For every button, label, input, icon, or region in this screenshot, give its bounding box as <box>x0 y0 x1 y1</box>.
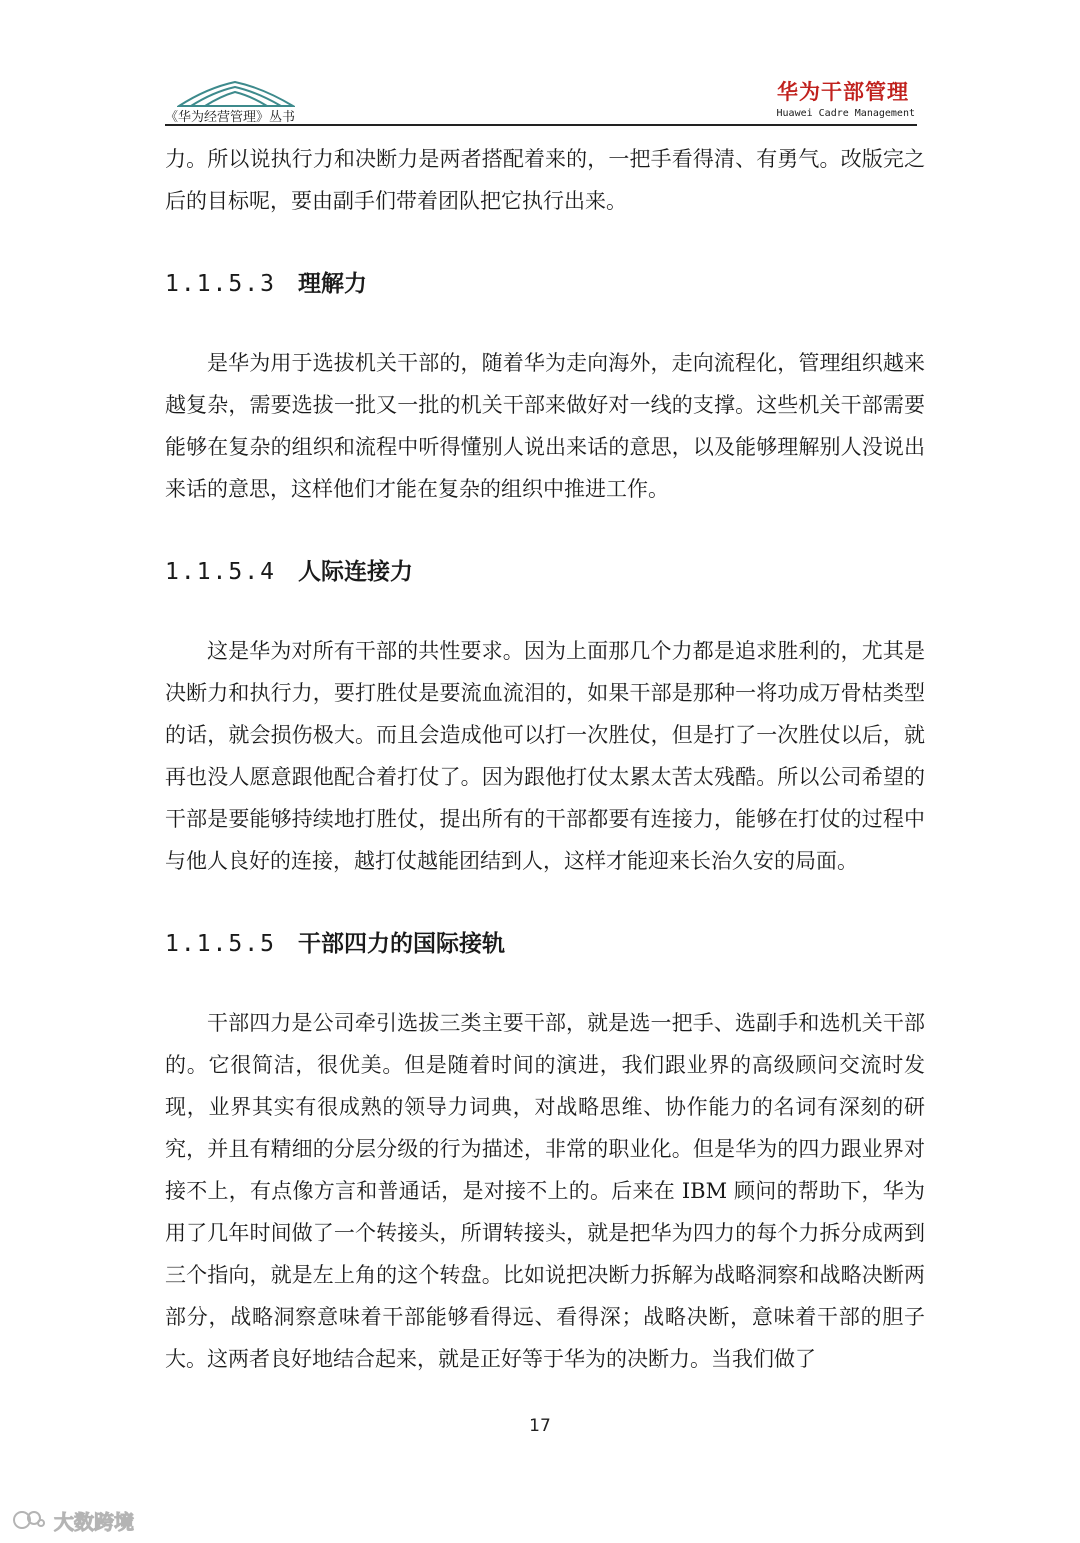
section-number: 1.1.5.5 <box>165 931 276 957</box>
header-divider <box>165 124 917 126</box>
section-heading <box>165 922 925 966</box>
section-heading <box>165 262 925 306</box>
section-paragraph: 这是华为对所有干部的共性要求。因为上面那几个力都是追求胜利的，尤其是决断力和执行力，要打胜仗是要流血流泪的，如果干部是那种一将功成万骨枯类型的话，就会损伤极大。而且会造成他可以打一次胜仗，但是打了一次胜仗以后，就再也没人愿意跟他配合着打仗了。因为跟他打仗太累太苦太残酷。所以公司希望的干部是要能够持续地打胜仗，提出所有的干部都要有连接力，能够在打仗的过程中与他人良好的连接，越打仗越能团结到人，这样才能迎来长治久安的局面。 <box>165 639 925 873</box>
watermark-text: 大数跨境 <box>54 1509 134 1534</box>
mountain-logo-icon <box>177 78 295 108</box>
section-paragraph: 是华为用于选拔机关干部的，随着华为走向海外，走向流程化，管理组织越来越复杂，需要选拔一批又一批的机关干部来做好对一线的支撑。这些机关干部需要能够在复杂的组织和流程中听得懂别人说出来话的意思，以及能够理解别人没说出来话的意思，这样他们才能在复杂的组织中推进工作。 <box>165 351 925 501</box>
section-title: 人际连接力 <box>297 559 413 585</box>
page-number: 17 <box>529 1416 551 1436</box>
watermark-logo-icon <box>12 1508 46 1532</box>
section-title: 干部四力的国际接轨 <box>297 931 505 957</box>
section-title: 理解力 <box>297 271 367 297</box>
series-title: 《华为经营管理》丛书 <box>165 110 296 125</box>
intro-paragraph: 力。所以说执行力和决断力是两者搭配着来的，一把手看得清、有勇气。改版完之后的目标呢，要由副手们带着团队把它执行出来。 <box>165 147 925 213</box>
page-content <box>165 138 925 1380</box>
section-number: 1.1.5.3 <box>165 271 276 297</box>
page-header <box>165 72 917 124</box>
book-title-en: Huawei Cadre Management <box>776 108 915 119</box>
watermark <box>12 1505 134 1535</box>
section-number: 1.1.5.4 <box>165 559 276 585</box>
section-paragraph: 干部四力是公司牵引选拔三类主要干部，就是选一把手、选副手和选机关干部的。它很简洁，很优美。但是随着时间的演进，我们跟业界的高级顾问交流时发现，业界其实有很成熟的领导力词典，对战略思维、协作能力的名词有深刻的研究，并且有精细的分层分级的行为描述，非常的职业化。但是华为的四力跟业界对接不上，有点像方言和普通话，是对接不上的。后来在 IBM 顾问的帮助下，华为用了几年时间做了一个转接头，所谓转接头，就是把华为四力的每个力拆分成两到三个指向，就是左上角的这个转盘。比如说把决断力拆解为战略洞察和战略决断两部分，战略洞察意味着干部能够看得远、看得深；战略决断，意味着干部的胆子大。这两者良好地结合起来，就是正好等于华为的决断力。当我们做了 <box>165 1011 925 1371</box>
book-title-cn: 华为干部管理 <box>777 80 909 104</box>
section-heading <box>165 550 925 594</box>
